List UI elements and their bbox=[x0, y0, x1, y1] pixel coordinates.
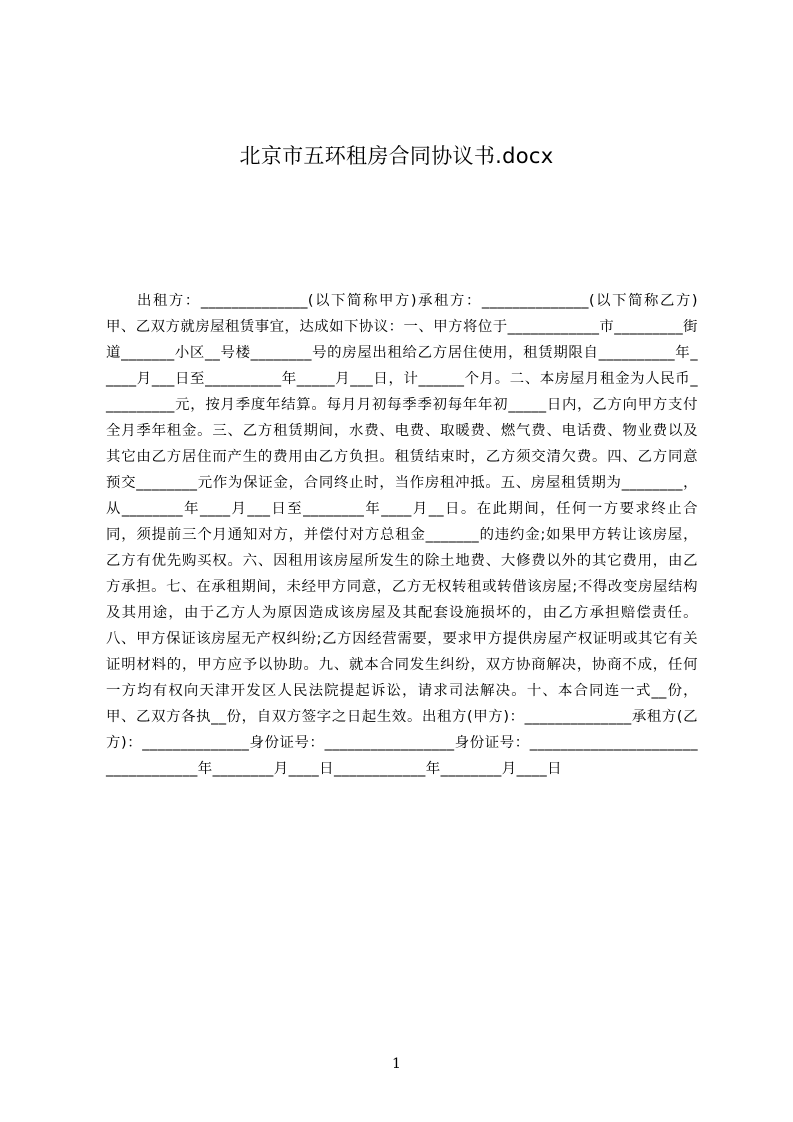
page-number: 1 bbox=[392, 1056, 401, 1072]
contract-body-text: 出租方：______________(以下简称甲方)承租方：______________(以下简称乙方)甲、乙双方就房屋租赁事宜，达成如下协议：一、甲方将位于____________市_________街道_______小区__号楼________号的房屋出租给乙方居住使用，租赁期限自__________年_____月___日至__________年_____月___日，计______个月。二、本房屋月租金为人民币__________元，按月季度年结算。每月月初每季季初每年年初_____日内，乙方向甲方支付全月季年租金。三、乙方租赁期间，水费、电费、取暖费、燃气费、电话费、物业费以及其它由乙方居住而产生的费用由乙方负担。租赁结束时，乙方须交清欠费。四、乙方同意预交________元作为保证金，合同终止时，当作房租冲抵。五、房屋租赁期为________，从________年____月___日至________年____月__日。在此期间，任何一方要求终止合同，须提前三个月通知对方，并偿付对方总租金_______的违约金;如果甲方转让该房屋，乙方有优先购买权。六、因租用该房屋所发生的除土地费、大修费以外的其它费用，由乙方承担。七、在承租期间，未经甲方同意，乙方无权转租或转借该房屋;不得改变房屋结构及其用途，由于乙方人为原因造成该房屋及其配套设施损坏的，由乙方承担赔偿责任。八、甲方保证该房屋无产权纠纷;乙方因经营需要，要求甲方提供房屋产权证明或其它有关证明材料的，甲方应予以协助。九、就本合同发生纠纷，双方协商解决，协商不成，任何一方均有权向天津开发区人民法院提起诉讼，请求司法解决。十、本合同连一式__份，甲、乙双方各执__份，自双方签字之日起生效。出租方(甲方)：______________承租方(乙方)：______________身份证号：_________________身份证号：__________________________________年________月____日____________年________月____日 bbox=[106, 293, 698, 777]
document-title: 北京市五环租房合同协议书.docx bbox=[239, 144, 554, 168]
